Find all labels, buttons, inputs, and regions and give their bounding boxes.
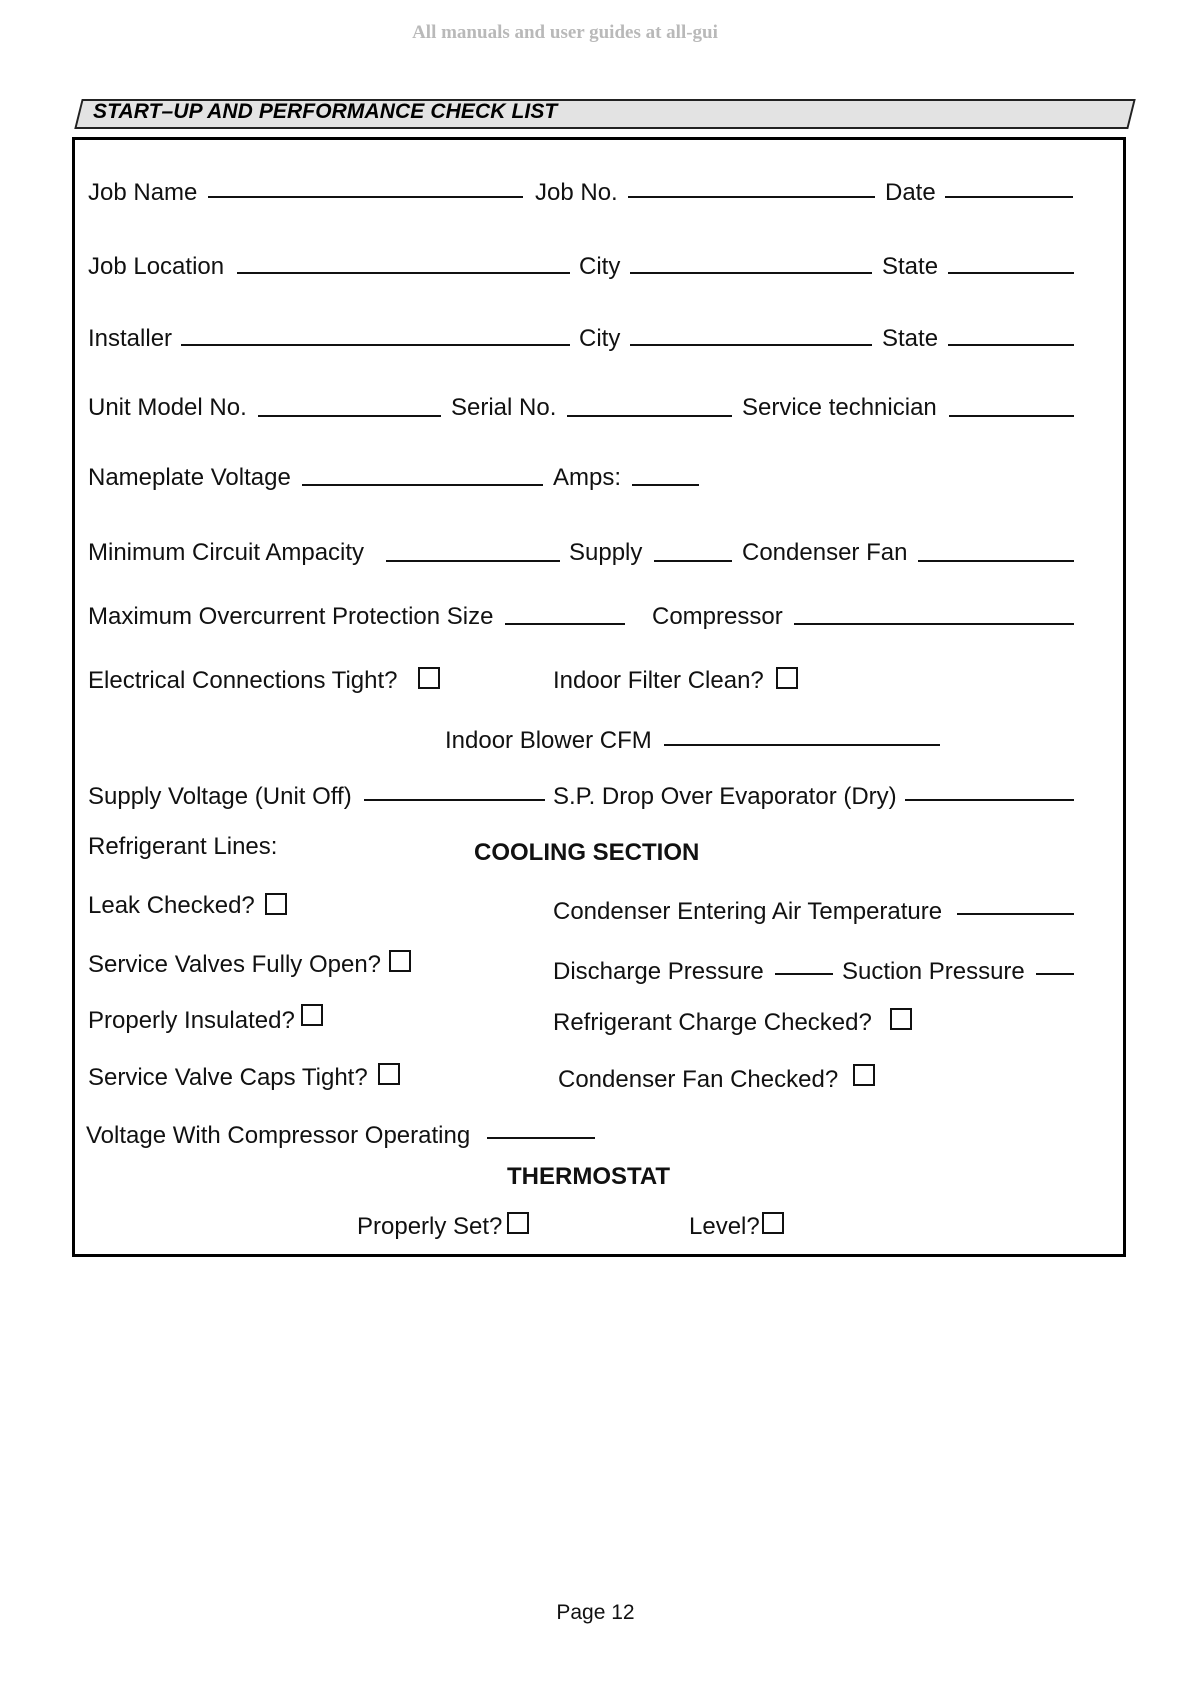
nameplate-voltage-label: Nameplate Voltage — [88, 464, 291, 491]
sp-drop-label: S.P. Drop Over Evaporator (Dry) — [553, 783, 897, 810]
service-valve-caps-label: Service Valve Caps Tight? — [88, 1064, 368, 1091]
cooling-section-heading: COOLING SECTION — [474, 839, 700, 866]
refrigerant-charge-checkbox[interactable] — [890, 1008, 912, 1030]
indoor-blower-cfm-label: Indoor Blower CFM — [445, 727, 652, 754]
page-title: START–UP AND PERFORMANCE CHECK LIST — [93, 100, 558, 123]
sp-drop-field[interactable] — [905, 799, 1074, 801]
refrigerant-lines-label: Refrigerant Lines: — [88, 833, 278, 860]
installer-state-label: State — [882, 325, 939, 352]
service-technician-field[interactable] — [949, 415, 1074, 417]
service-valve-caps-checkbox[interactable] — [378, 1063, 400, 1085]
supply-field[interactable] — [654, 560, 732, 562]
job-name-field[interactable] — [208, 196, 523, 198]
installer-label: Installer — [88, 325, 173, 352]
state-label: State — [882, 253, 939, 280]
installer-state-field[interactable] — [948, 344, 1074, 346]
city-label: City — [579, 253, 621, 280]
level-checkbox[interactable] — [762, 1212, 784, 1234]
properly-insulated-label: Properly Insulated? — [88, 1007, 295, 1034]
refrigerant-charge-label: Refrigerant Charge Checked? — [553, 1009, 872, 1036]
compressor-field[interactable] — [794, 623, 1074, 625]
city-field[interactable] — [630, 272, 872, 274]
level-label: Level? — [689, 1213, 760, 1240]
thermostat-heading: THERMOSTAT — [507, 1163, 671, 1190]
indoor-blower-cfm-field[interactable] — [664, 744, 940, 746]
job-name-label: Job Name — [88, 179, 198, 206]
supply-label: Supply — [569, 539, 643, 566]
amps-field[interactable] — [632, 484, 699, 486]
electrical-connections-checkbox[interactable] — [418, 667, 440, 689]
page-number: Page 12 — [556, 1601, 635, 1624]
condenser-entering-air-field[interactable] — [957, 913, 1074, 915]
compressor-label: Compressor — [652, 603, 783, 630]
watermark-text: All manuals and user guides at all-gui — [412, 22, 718, 43]
condenser-fan-label: Condenser Fan — [742, 539, 908, 566]
condenser-fan-checked-checkbox[interactable] — [853, 1064, 875, 1086]
electrical-connections-label: Electrical Connections Tight? — [88, 667, 398, 694]
condenser-fan-field[interactable] — [918, 560, 1074, 562]
suction-pressure-field[interactable] — [1036, 973, 1074, 975]
max-overcurrent-field[interactable] — [505, 623, 625, 625]
job-location-field[interactable] — [237, 272, 570, 274]
min-circuit-ampacity-label: Minimum Circuit Ampacity — [88, 539, 365, 566]
job-no-field[interactable] — [628, 196, 875, 198]
service-valves-open-label: Service Valves Fully Open? — [88, 951, 382, 978]
voltage-compressor-label: Voltage With Compressor Operating — [86, 1122, 471, 1149]
state-field[interactable] — [948, 272, 1074, 274]
date-label: Date — [885, 179, 936, 206]
supply-voltage-field[interactable] — [364, 799, 545, 801]
leak-checked-checkbox[interactable] — [265, 893, 287, 915]
min-circuit-ampacity-field[interactable] — [386, 560, 560, 562]
max-overcurrent-label: Maximum Overcurrent Protection Size — [88, 603, 494, 630]
indoor-filter-checkbox[interactable] — [776, 667, 798, 689]
job-no-label: Job No. — [535, 179, 618, 206]
installer-city-label: City — [579, 325, 621, 352]
leak-checked-label: Leak Checked? — [88, 892, 255, 919]
amps-label: Amps: — [553, 464, 622, 491]
installer-city-field[interactable] — [630, 344, 872, 346]
condenser-fan-checked-label: Condenser Fan Checked? — [558, 1066, 839, 1093]
suction-pressure-label: Suction Pressure — [842, 958, 1025, 985]
installer-field[interactable] — [181, 344, 570, 346]
date-field[interactable] — [945, 196, 1073, 198]
indoor-filter-label: Indoor Filter Clean? — [553, 667, 764, 694]
unit-model-label: Unit Model No. — [88, 394, 247, 421]
serial-no-field[interactable] — [567, 415, 732, 417]
discharge-pressure-label: Discharge Pressure — [553, 958, 764, 985]
service-technician-label: Service technician — [742, 394, 937, 421]
unit-model-field[interactable] — [258, 415, 441, 417]
condenser-entering-air-label: Condenser Entering Air Temperature — [553, 898, 943, 925]
job-location-label: Job Location — [88, 253, 225, 280]
properly-set-checkbox[interactable] — [507, 1212, 529, 1234]
properly-set-label: Properly Set? — [357, 1213, 503, 1240]
service-valves-open-checkbox[interactable] — [389, 950, 411, 972]
discharge-pressure-field[interactable] — [775, 973, 833, 975]
serial-no-label: Serial No. — [451, 394, 557, 421]
supply-voltage-label: Supply Voltage (Unit Off) — [88, 783, 352, 810]
voltage-compressor-field[interactable] — [487, 1137, 595, 1139]
properly-insulated-checkbox[interactable] — [301, 1004, 323, 1026]
nameplate-voltage-field[interactable] — [302, 484, 543, 486]
